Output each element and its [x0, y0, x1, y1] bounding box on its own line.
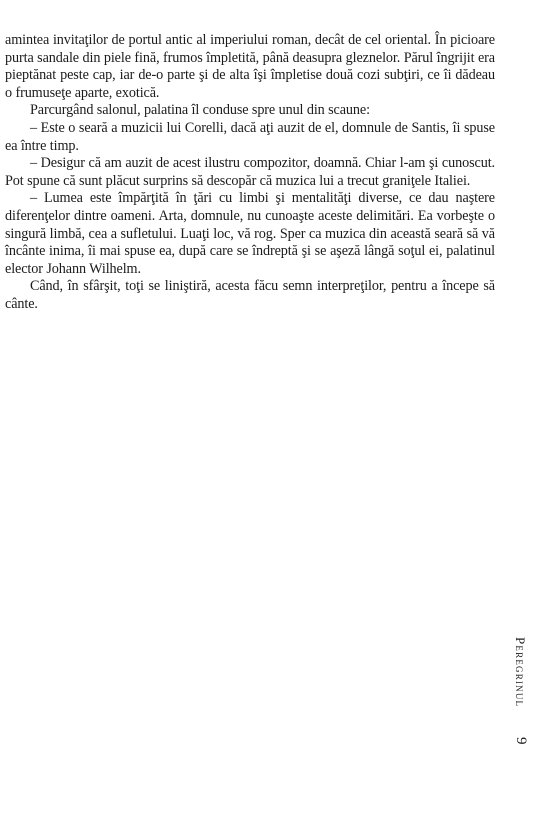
- paragraph-4: – Desigur că am auzit de acest ilustru compozitor, doamnă. Chiar l-am şi cunoscut. Pot spune că sunt plăcut surprins să descopăr că muzica lui a trecut graniţele Italiei.: [5, 155, 495, 189]
- page-number: 9: [513, 737, 529, 745]
- paragraph-2: Parcurgând salonul, palatina îl conduse spre unul din scaune:: [30, 102, 370, 119]
- body-text: [5, 32, 495, 314]
- running-head: [512, 637, 532, 747]
- paragraph-1: amintea invitaţilor de portul antic al imperiului roman, decât de cel oriental. În picioare purta sandale din piele fină, frumos împletită, până deasupra gleznelor. Părul îngrijit era pieptănat peste cap, iar de-o parte şi de alta îşi împletise două cozi subţiri, ce îi dădeau o frumuseţe aparte, exotică.: [5, 32, 495, 101]
- paragraph-3: – Este o seară a muzicii lui Corelli, dacă aţi auzit de el, domnule de Santis, îi spuse ea între timp.: [5, 119, 495, 154]
- paragraph-6: Când, în sfârşit, toţi se liniştiră, acesta făcu semn interpreţilor, pentru a începe să cânte.: [5, 278, 495, 312]
- paragraph-5: – Lumea este împărţită în ţări cu limbi şi mentalităţi diverse, ce dau naştere diferenţelor dintre oameni. Arta, domnule, nu cunoaşte aceste delimitări. Ea vorbeşte o singură limbă, cea a sufletului. Luaţi loc, vă rog. Sper ca muzica din această seară să vă încânte inima, îi mai spuse ea, după care se îndreptă şi se aşeză lângă soţul ei, palatinul elector Johann Wilhelm.: [5, 190, 495, 277]
- running-title: Peregrinul: [513, 637, 528, 708]
